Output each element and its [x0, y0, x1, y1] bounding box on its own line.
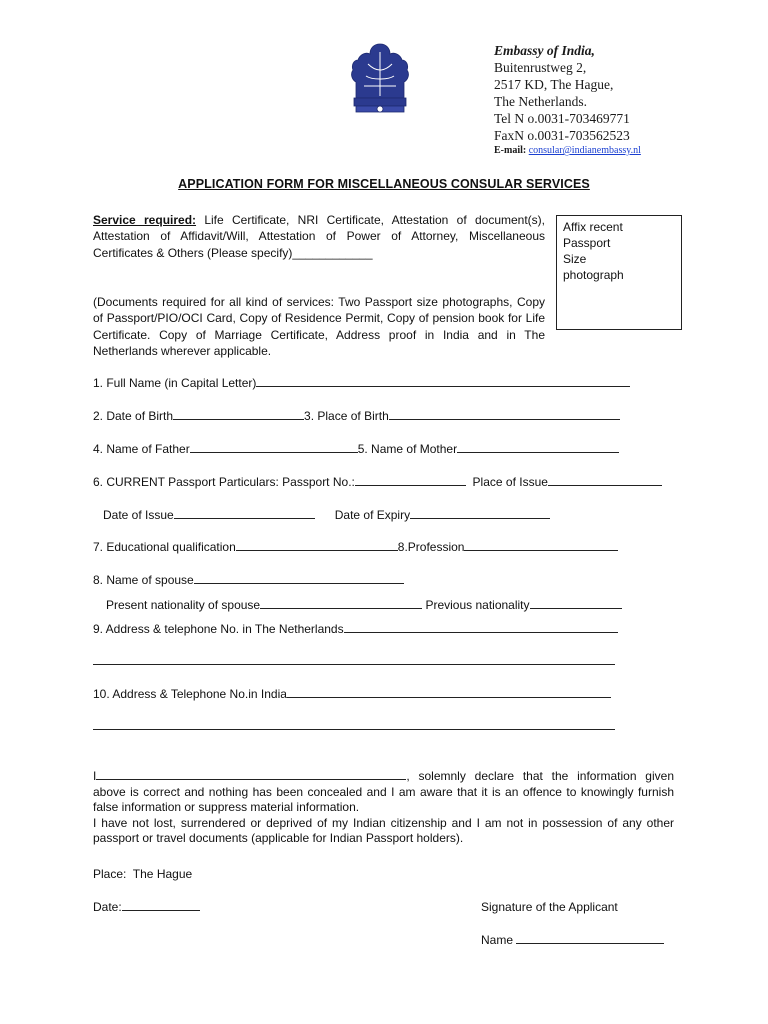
- passport-no-label: 6. CURRENT Passport Particulars: Passport No.:: [93, 475, 355, 489]
- spouse-label: 8. Name of spouse: [93, 573, 194, 587]
- spouse-nationality-row: [106, 597, 622, 613]
- form-title: APPLICATION FORM FOR MISCELLANEOUS CONSULAR SERVICES: [178, 177, 590, 191]
- birth-row: [93, 408, 620, 424]
- spouse-nationality-field[interactable]: [260, 597, 422, 609]
- date-issue-label: Date of Issue: [103, 508, 174, 522]
- declaration-text: , solemnly declare that the information given above is correct and nothing has been concealed and I am aware that it is an offence to knowingly furnish false information or suppress material information.: [93, 769, 674, 815]
- spouse-nationality-label: Present nationality of spouse: [106, 598, 261, 612]
- declarant-name-field[interactable]: [96, 768, 406, 780]
- address-nl-field-2[interactable]: [93, 653, 615, 665]
- address-in-row: [93, 686, 611, 702]
- address-nl-label: 9. Address & telephone No. in The Netherlands: [93, 622, 344, 636]
- embassy-name: Embassy of India,: [494, 43, 595, 58]
- telephone-line: Tel N o.0031-703469771: [494, 111, 630, 126]
- photo-box-line: Size: [563, 252, 587, 266]
- embassy-address: [494, 42, 641, 158]
- place-issue-label: Place of Issue: [472, 475, 548, 489]
- address-nl-field[interactable]: [344, 621, 618, 633]
- prev-nationality-label: Previous nationality: [425, 598, 530, 612]
- address-in-field[interactable]: [287, 686, 611, 698]
- date-issue-field[interactable]: [174, 507, 315, 519]
- date-field[interactable]: [122, 899, 200, 911]
- place-issue-field[interactable]: [548, 474, 662, 486]
- photo-box: [556, 215, 682, 330]
- education-row: [93, 539, 618, 555]
- dob-field[interactable]: [173, 408, 304, 420]
- address-in-field-2[interactable]: [93, 718, 615, 730]
- email-link[interactable]: consular@indianembassy.nl: [528, 145, 641, 156]
- photo-box-line: Passport: [563, 236, 611, 250]
- address-line: Buitenrustweg 2,: [494, 60, 587, 75]
- name-label: Name: [481, 933, 514, 947]
- date-expiry-field[interactable]: [410, 507, 550, 519]
- mother-field[interactable]: [457, 441, 619, 453]
- spouse-field[interactable]: [194, 572, 404, 584]
- fax-line: FaxN o.0031-703562523: [494, 128, 630, 143]
- parents-row: [93, 441, 619, 457]
- education-field[interactable]: [236, 539, 398, 551]
- date-expiry-label: Date of Expiry: [334, 508, 411, 522]
- address-in-continuation: [93, 718, 615, 734]
- declaration: [93, 768, 674, 847]
- full-name-row: [93, 375, 630, 391]
- address-line: 2517 KD, The Hague,: [494, 77, 614, 92]
- email-label: E-mail:: [494, 145, 527, 156]
- passport-no-field[interactable]: [355, 474, 466, 486]
- father-label: 4. Name of Father: [93, 442, 190, 456]
- address-nl-continuation: [93, 653, 615, 669]
- profession-field[interactable]: [464, 539, 618, 551]
- citizenship-declaration: I have not lost, surrendered or deprived of my Indian citizenship and I am not in possession of any other passport or travel documents (applicable for Indian Passport holders).: [93, 815, 674, 846]
- spouse-row: [93, 572, 404, 588]
- photo-box-line: photograph: [563, 268, 624, 282]
- address-line: The Netherlands.: [494, 94, 587, 109]
- mother-label: 5. Name of Mother: [357, 442, 458, 456]
- passport-row: [93, 474, 662, 490]
- name-field[interactable]: [516, 932, 664, 944]
- profession-label: 8.Profession: [397, 540, 465, 554]
- address-nl-row: [93, 621, 618, 637]
- signature-label: Signature of the Applicant: [481, 900, 618, 914]
- full-name-field[interactable]: [256, 375, 630, 387]
- address-in-label: 10. Address & Telephone No.in India: [93, 687, 287, 701]
- full-name-label: 1. Full Name (in Capital Letter): [93, 376, 257, 390]
- pob-label: 3. Place of Birth: [304, 409, 389, 423]
- dob-label: 2. Date of Birth: [93, 409, 174, 423]
- service-text: Life Certificate, NRI Certificate, Attestation of document(s), Attestation of Affidavit/Will, Attestation of Power of Attorney, Miscellaneous Certificates & Others (Please specify)____________: [93, 213, 545, 260]
- email-line: [494, 144, 641, 158]
- place-row: Place: The Hague: [93, 867, 193, 881]
- passport-dates-row: [103, 507, 550, 523]
- father-field[interactable]: [190, 441, 358, 453]
- photo-box-line: Affix recent: [563, 220, 623, 234]
- education-label: 7. Educational qualification: [93, 540, 236, 554]
- service-required: [93, 212, 545, 261]
- pob-field[interactable]: [389, 408, 620, 420]
- name-row: [481, 932, 664, 948]
- prev-nationality-field[interactable]: [530, 597, 622, 609]
- documents-note: (Documents required for all kind of services: Two Passport size photographs, Copy of Passport/PIO/OCI Card, Copy of Residence Permit, Copy of pension book for Life Certificate. Copy of Marriage Certificate, Address proof in India and in The Netherlands wherever applicable.: [93, 295, 545, 358]
- date-row: [93, 899, 200, 915]
- date-label: Date:: [93, 900, 122, 914]
- declaration-prefix: I: [93, 769, 97, 783]
- service-label: Service required:: [93, 213, 197, 227]
- national-emblem-icon: [338, 40, 422, 140]
